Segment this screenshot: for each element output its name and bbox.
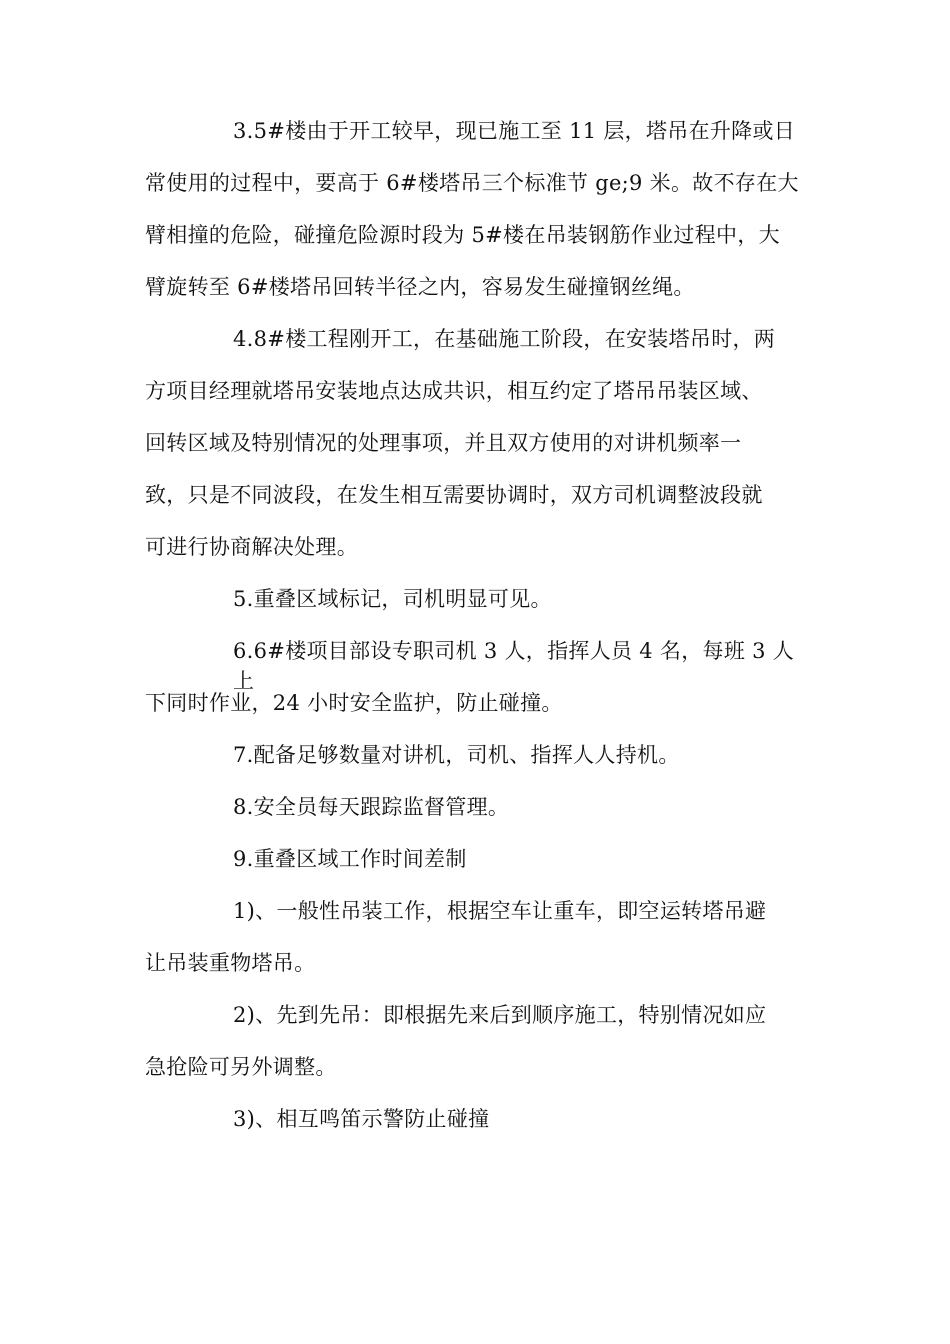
text-line: 臂旋转至 6#楼塔吊回转半径之内，容易发生碰撞钢丝绳。 [145, 275, 695, 299]
text-line: 可进行协商解决处理。 [145, 535, 358, 559]
text-line: 6.6#楼项目部设专职司机 3 人，指挥人员 4 名，每班 3 人上 [233, 639, 795, 693]
paragraph-9-3 [145, 1103, 810, 1155]
paragraph-6 [145, 635, 810, 739]
paragraph-9-1 [145, 895, 810, 999]
text-line: 8.安全员每天跟踪监督管理。 [233, 795, 510, 819]
paragraph-4 [145, 323, 810, 583]
document-body [145, 115, 810, 1155]
text-line: 9.重叠区域工作时间差制 [233, 847, 467, 871]
text-line: 2)、先到先吊：即根据先来后到顺序施工，特别情况如应 [233, 1003, 767, 1027]
text-line: 3.5#楼由于开工较早，现已施工至 11 层，塔吊在升降或日 [233, 119, 796, 143]
text-line: 臂相撞的危险，碰撞危险源时段为 5#楼在吊装钢筋作业过程中，大 [145, 223, 780, 247]
text-line: 让吊装重物塔吊。 [145, 951, 316, 975]
text-line: 常使用的过程中，要高于 6#楼塔吊三个标准节 ge;9 米。故不存在大 [145, 171, 799, 195]
paragraph-9-2 [145, 999, 810, 1103]
text-line: 5.重叠区域标记，司机明显可见。 [233, 587, 552, 611]
text-line: 4.8#楼工程刚开工，在基础施工阶段，在安装塔吊时，两 [233, 327, 776, 351]
paragraph-8 [145, 791, 810, 843]
text-line: 回转区域及特别情况的处理事项，并且双方使用的对讲机频率一 [145, 431, 742, 455]
text-line: 3)、相互鸣笛示警防止碰撞 [233, 1107, 490, 1131]
paragraph-9 [145, 843, 810, 895]
paragraph-5 [145, 583, 810, 635]
text-line: 致，只是不同波段，在发生相互需要协调时，双方司机调整波段就 [145, 483, 763, 507]
text-line: 1)、一般性吊装工作，根据空车让重车，即空运转塔吊避 [233, 899, 767, 923]
paragraph-3 [145, 115, 810, 323]
text-line: 7.配备足够数量对讲机，司机、指挥人人持机。 [233, 743, 680, 767]
paragraph-7 [145, 739, 810, 791]
text-line: 下同时作业，24 小时安全监护，防止碰撞。 [145, 691, 563, 715]
text-line: 方项目经理就塔吊安装地点达成共识，相互约定了塔吊吊装区域、 [145, 379, 763, 403]
text-line: 急抢险可另外调整。 [145, 1055, 337, 1079]
